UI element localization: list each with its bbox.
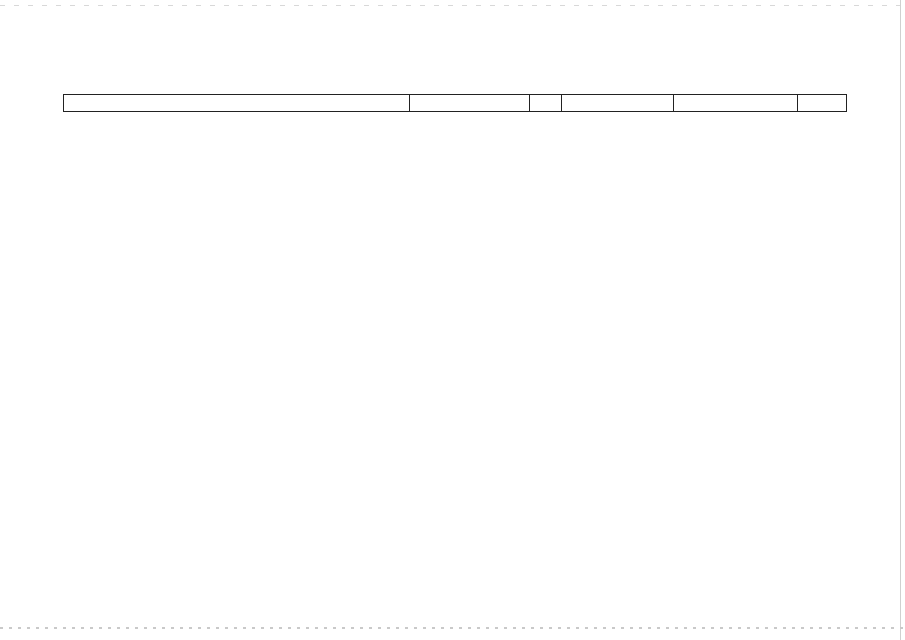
header-col-4: [561, 95, 673, 111]
scan-edge-right: [900, 0, 901, 640]
header-col-1: [64, 95, 409, 111]
header-col-2: [409, 95, 529, 111]
table-header: [63, 94, 847, 112]
header-col-3: [529, 95, 561, 111]
scan-edge-bottom: [0, 627, 905, 629]
header-col-6: [797, 95, 846, 111]
scan-edge-top: [0, 5, 905, 6]
header-col-5: [673, 95, 797, 111]
